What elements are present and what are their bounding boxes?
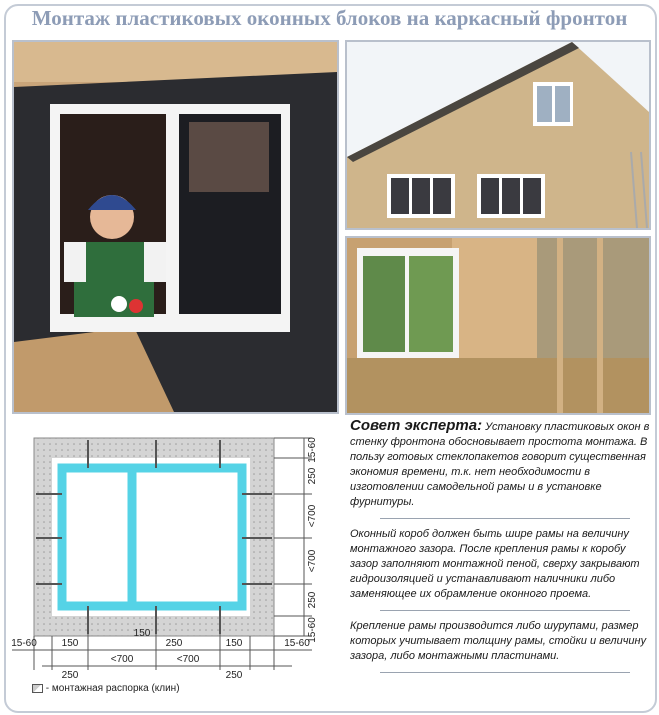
dim-bottom-2: 150: [61, 638, 79, 649]
dim-bottom-10: 250: [225, 670, 243, 681]
photo-worker-installing-window: [12, 40, 339, 414]
wedge-icon: [32, 684, 43, 693]
expert-tips: [350, 418, 650, 681]
dim-bottom-9: <700: [176, 654, 200, 665]
divider: [380, 518, 630, 519]
legend-text: - монтажная распорка (клин): [45, 683, 180, 694]
dim-right-6: 15-60: [307, 617, 318, 643]
tip-paragraph-2: Оконный короб должен быть шире рамы на величину монтажного зазора. После крепления рамы к коробу зазор заполняют монтажной пеной, сверху закрывают гидроизоляцией и устанавливают наличники либо заменяющее их обрамление оконного проема.: [350, 528, 640, 600]
dim-bottom-1: 15-60: [12, 638, 37, 649]
dim-bottom-5: 150: [225, 638, 243, 649]
dim-right-4: <700: [307, 549, 318, 573]
tip-paragraph-3: Крепление рамы производится либо шурупами, размер которых учитывает толщину рамы, стойки и величину зазора, либо монтажными пластинами.: [350, 620, 647, 662]
window-mounting-diagram: [12, 418, 342, 708]
divider: [380, 672, 630, 673]
dim-bottom-3: 150: [133, 628, 151, 639]
diagram-legend: [32, 683, 180, 694]
dim-bottom-4: 250: [165, 638, 183, 649]
tip-paragraph-1: Установку пластиковых окон в стенку фронтона обосновывает простота монтажа. В пользу готовых стеклопакетов говорит существенная экономия времени, т.к. нет необходимости в изготовлении самодельной рамы и в установке фурнитуры.: [350, 421, 650, 508]
dim-bottom-6: 15-60: [284, 638, 310, 649]
dim-right-5: 250: [307, 591, 318, 609]
dim-right-1: 15-60: [307, 437, 318, 463]
divider: [380, 610, 630, 611]
dim-bottom-8: <700: [110, 654, 134, 665]
photo-interior-window: [345, 236, 651, 415]
expert-label: Совет эксперта:: [350, 417, 483, 434]
photo-house-gable: [345, 40, 651, 230]
page-title: Монтаж пластиковых оконных блоков на каркасный фронтон: [31, 6, 628, 30]
dim-right-3: <700: [307, 504, 318, 528]
dim-right-2: 250: [307, 467, 318, 485]
dim-bottom-7: 250: [61, 670, 79, 681]
